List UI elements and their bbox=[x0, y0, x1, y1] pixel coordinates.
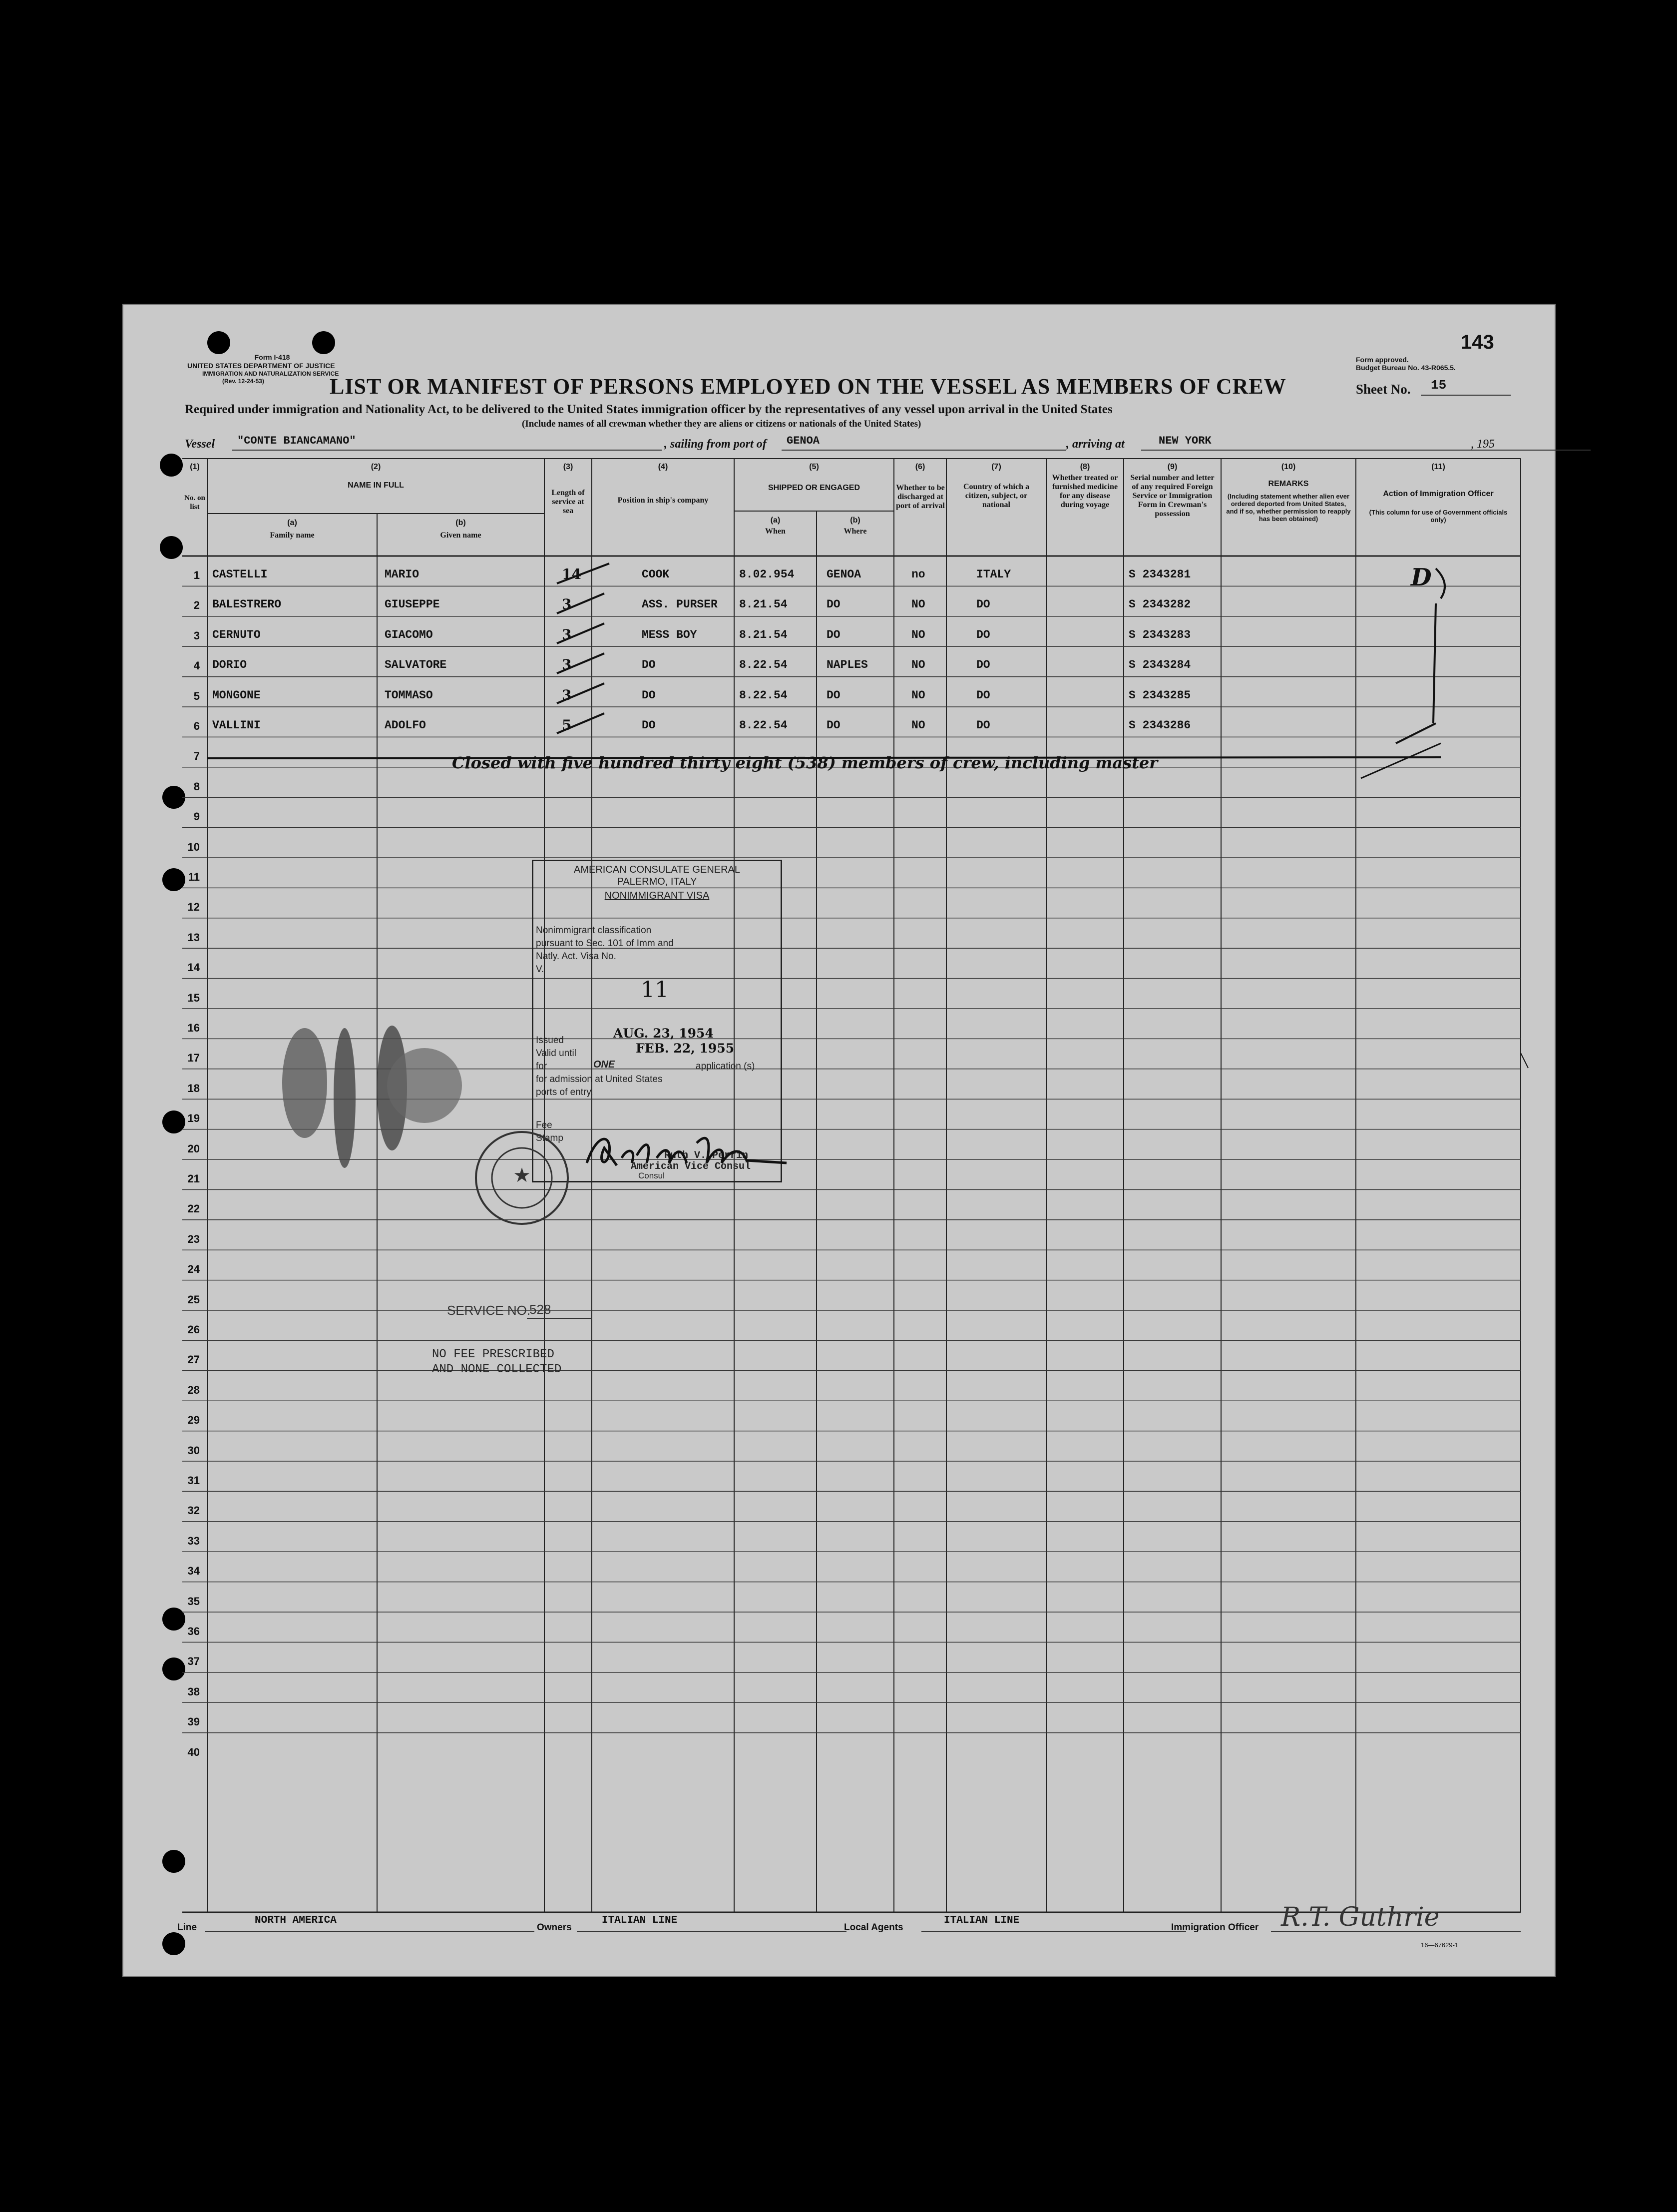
col2-label: NAME IN FULL bbox=[348, 481, 404, 490]
row-number: 37 bbox=[187, 1655, 200, 1668]
cell-family: BALESTRERO bbox=[212, 598, 282, 611]
required-line: Required under immigration and Nationality Act, to be delivered to the United States immigration officer by the representatives of any vessel upon arrival in the United States bbox=[185, 403, 1113, 416]
cell-service: 3 bbox=[562, 656, 572, 673]
row-number: 14 bbox=[187, 961, 200, 974]
row-number: 28 bbox=[187, 1383, 200, 1396]
cell-where: DO bbox=[827, 628, 840, 641]
col11-note: (This column for use of Government officials only) bbox=[1369, 509, 1508, 524]
cell-when: 8.02.954 bbox=[739, 568, 795, 581]
service-no-value: 528 bbox=[529, 1302, 551, 1317]
col10-num: (10) bbox=[1281, 463, 1296, 471]
row-number: 1 bbox=[193, 569, 200, 581]
row-number: 34 bbox=[187, 1565, 200, 1578]
col1-num: (1) bbox=[190, 463, 200, 471]
cell-where: DO bbox=[827, 719, 840, 732]
stamp-issued-label: Issued bbox=[536, 1035, 564, 1046]
row-number: 24 bbox=[187, 1263, 200, 1276]
col4-label: Position in ship's company bbox=[617, 496, 709, 505]
cell-country: DO bbox=[976, 598, 990, 611]
row-number: 19 bbox=[187, 1112, 200, 1125]
col6-num: (6) bbox=[915, 463, 925, 471]
stamp-line2: PALERMO, ITALY bbox=[617, 876, 697, 887]
col5-label: SHIPPED OR ENGAGED bbox=[768, 484, 860, 492]
row-number: 5 bbox=[193, 689, 200, 702]
svg-text:★: ★ bbox=[513, 1164, 531, 1187]
cell-serial: S 2343281 bbox=[1129, 568, 1191, 581]
stamp-classification: Nonimmigrant classification bbox=[536, 925, 652, 936]
cell-serial: S 2343284 bbox=[1129, 658, 1191, 672]
page-title: LIST OR MANIFEST OF PERSONS EMPLOYED ON THE VESSEL AS MEMBERS OF CREW bbox=[330, 374, 1286, 399]
col3-num: (3) bbox=[563, 463, 573, 471]
stamp-application: application (s) bbox=[696, 1061, 755, 1072]
cell-serial: S 2343285 bbox=[1129, 688, 1191, 702]
embossed-seal bbox=[282, 1023, 462, 1198]
sheet-label: Sheet No. bbox=[1356, 382, 1411, 397]
include-note: (Include names of all crewman whether they are aliens or citizens or nationals of the United States) bbox=[522, 419, 921, 429]
cell-discharged: NO bbox=[911, 688, 925, 702]
col4-num: (4) bbox=[658, 463, 668, 471]
fee-note-2: AND NONE COLLECTED bbox=[432, 1363, 562, 1376]
col8-num: (8) bbox=[1080, 463, 1090, 471]
row-number: 18 bbox=[187, 1082, 200, 1095]
cell-serial: S 2343283 bbox=[1129, 628, 1191, 641]
cell-family: DORIO bbox=[212, 658, 247, 672]
col10-label: REMARKS bbox=[1268, 480, 1309, 488]
row-number: 21 bbox=[187, 1172, 200, 1185]
cell-when: 8.22.54 bbox=[739, 688, 788, 702]
cell-service: 3 bbox=[562, 626, 572, 643]
col8-label: Whether treated or furnished medicine for any disease during voyage bbox=[1052, 474, 1118, 509]
col5a-num: (a) bbox=[770, 516, 781, 525]
stamp-valid-date: FEB. 22, 1955 bbox=[636, 1041, 735, 1056]
cell-position: DO bbox=[642, 719, 656, 732]
footer-owners-label: Owners bbox=[537, 1922, 572, 1933]
footer-owners-value: ITALIAN LINE bbox=[602, 1915, 678, 1926]
footer-agents-label: Local Agents bbox=[844, 1922, 903, 1933]
department: UNITED STATES DEPARTMENT OF JUSTICE bbox=[187, 362, 335, 370]
service-no-label: SERVICE NO. bbox=[447, 1303, 531, 1318]
cell-where: DO bbox=[827, 598, 840, 611]
cell-position: ASS. PURSER bbox=[642, 598, 718, 611]
cell-discharged: NO bbox=[911, 719, 925, 732]
cell-country: DO bbox=[976, 688, 990, 702]
footer-officer-underline bbox=[1271, 1931, 1521, 1932]
cell-when: 8.22.54 bbox=[739, 719, 788, 732]
cell-where: DO bbox=[827, 688, 840, 702]
cell-when: 8.21.54 bbox=[739, 598, 788, 611]
cell-family: CERNUTO bbox=[212, 628, 261, 641]
cell-given: MARIO bbox=[385, 568, 419, 581]
sailing-port: GENOA bbox=[787, 435, 820, 447]
stamp-number-mark: 11 bbox=[641, 977, 669, 1003]
cell-service: 3 bbox=[562, 686, 572, 703]
sailing-label: , sailing from port of bbox=[664, 438, 767, 451]
cell-family: VALLINI bbox=[212, 719, 261, 732]
arriving-port: NEW YORK bbox=[1159, 435, 1212, 447]
stamp-visa-no: Natly. Act. Visa No. bbox=[536, 951, 616, 962]
col5b-label: Where bbox=[843, 527, 867, 536]
stamp-valid-label: Valid until bbox=[536, 1048, 576, 1059]
stamp-consul-title: American Vice Consul bbox=[631, 1161, 751, 1172]
col9-label: Serial number and letter of any required Foreign Service or Immigration Form in Crewman's possession bbox=[1130, 474, 1215, 518]
date-suffix: , 195 bbox=[1471, 438, 1495, 451]
cell-serial: S 2343282 bbox=[1129, 598, 1191, 611]
stamp-ports: ports of entry. bbox=[536, 1087, 593, 1098]
stamp-consul-name: Ruth V. Perrin bbox=[664, 1150, 749, 1161]
stamp-issued-date: AUG. 23, 1954 bbox=[613, 1026, 714, 1041]
col7-label: Country of which a citizen, subject, or national bbox=[963, 483, 1029, 509]
sheet-value: 15 bbox=[1431, 378, 1447, 393]
consulate-seal bbox=[472, 1128, 572, 1228]
row-number: 26 bbox=[187, 1323, 200, 1336]
col1-label: No. on list bbox=[184, 494, 205, 511]
cell-service: 5 bbox=[562, 717, 572, 733]
row-number: 6 bbox=[193, 720, 200, 732]
row-number: 30 bbox=[187, 1444, 200, 1457]
row-number: 15 bbox=[187, 991, 200, 1004]
footer-owners-underline bbox=[577, 1931, 846, 1932]
cell-discharged: NO bbox=[911, 598, 925, 611]
col2b-num: (b) bbox=[455, 519, 466, 527]
row-number: 8 bbox=[193, 780, 200, 793]
row-number: 27 bbox=[187, 1353, 200, 1366]
cell-position: DO bbox=[642, 658, 656, 672]
cell-given: GIACOMO bbox=[385, 628, 433, 641]
cell-family: CASTELLI bbox=[212, 568, 268, 581]
cell-given: TOMMASO bbox=[385, 688, 433, 702]
vessel-label: Vessel bbox=[185, 438, 215, 451]
page-number: 143 bbox=[1461, 331, 1494, 353]
row-number: 33 bbox=[187, 1534, 200, 1547]
cell-service: 14 bbox=[562, 566, 581, 582]
stamp-line3: NONIMMIGRANT VISA bbox=[604, 890, 710, 901]
cell-serial: S 2343286 bbox=[1129, 719, 1191, 732]
row-number: 10 bbox=[187, 840, 200, 853]
service-name: IMMIGRATION AND NATURALIZATION SERVICE bbox=[202, 370, 339, 377]
footer-agents-value: ITALIAN LINE bbox=[944, 1915, 1020, 1926]
officer-signature: R.T. Guthrie bbox=[1281, 1902, 1440, 1932]
row-number: 17 bbox=[187, 1052, 200, 1065]
row-number: 16 bbox=[187, 1022, 200, 1034]
cell-where: GENOA bbox=[827, 568, 861, 581]
row-number: 9 bbox=[193, 810, 200, 823]
row-number: 7 bbox=[193, 750, 200, 763]
row-number: 11 bbox=[188, 871, 200, 883]
row-number: 25 bbox=[187, 1293, 200, 1306]
footer-line-value: NORTH AMERICA bbox=[255, 1915, 337, 1926]
vessel-name: "CONTE BIANCAMANO" bbox=[237, 435, 356, 447]
row-number: 35 bbox=[187, 1595, 200, 1608]
cell-given: SALVATORE bbox=[385, 658, 447, 672]
cell-position: MESS BOY bbox=[642, 628, 697, 641]
form-id: Form I-418 bbox=[254, 353, 290, 361]
stamp-pursuant: pursuant to Sec. 101 of Imm and bbox=[536, 938, 674, 949]
budget-bureau: Budget Bureau No. 43-R065.5. bbox=[1356, 364, 1456, 372]
col5a-label: When bbox=[765, 527, 786, 536]
form-approved: Form approved. bbox=[1356, 356, 1409, 364]
row-number: 20 bbox=[187, 1142, 200, 1155]
col3-label: Length of service at sea bbox=[551, 489, 585, 515]
stamp-line1: AMERICAN CONSULATE GENERAL bbox=[573, 864, 741, 875]
cell-given: GIUSEPPE bbox=[385, 598, 440, 611]
cell-country: DO bbox=[976, 628, 990, 641]
row-number: 12 bbox=[187, 901, 200, 914]
col7-num: (7) bbox=[991, 463, 1001, 471]
col2b-label: Given name bbox=[440, 531, 481, 540]
footer-agents-underline bbox=[921, 1931, 1186, 1932]
cell-discharged: NO bbox=[911, 628, 925, 641]
stamp-admission: for admission at United States bbox=[536, 1074, 663, 1085]
cell-country: DO bbox=[976, 719, 990, 732]
service-no-underline bbox=[527, 1318, 592, 1319]
cell-when: 8.22.54 bbox=[739, 658, 788, 672]
row-number: 22 bbox=[187, 1202, 200, 1215]
row-number: 36 bbox=[187, 1625, 200, 1638]
row-number: 3 bbox=[193, 629, 200, 642]
manifest-sheet bbox=[122, 304, 1556, 1977]
closing-note: Closed with five hundred thirty eight (538) members of crew, including master bbox=[452, 753, 1158, 772]
cell-discharged: NO bbox=[911, 658, 925, 672]
row-number: 29 bbox=[187, 1414, 200, 1427]
col2a-label: Family name bbox=[270, 531, 315, 540]
row-number: 39 bbox=[187, 1715, 200, 1728]
cell-country: ITALY bbox=[976, 568, 1011, 581]
cell-position: COOK bbox=[642, 568, 670, 581]
stamp-v: V. bbox=[536, 964, 544, 975]
row-number: 32 bbox=[187, 1504, 200, 1517]
col6-label: Whether to be discharged at port of arrival bbox=[896, 484, 945, 510]
stamp-fee: Fee bbox=[536, 1120, 552, 1130]
col9-num: (9) bbox=[1167, 463, 1178, 471]
row-number: 13 bbox=[187, 931, 200, 944]
footer-officer-label: Immigration Officer bbox=[1171, 1922, 1259, 1933]
stamp-stamp-word: Stamp bbox=[536, 1133, 563, 1143]
stamp-for-value: ONE bbox=[593, 1059, 615, 1070]
col10-note: (Including statement whether alien ever ordered deported from United States, and if so, whether permission to reapply has been obtained) bbox=[1226, 493, 1351, 523]
cell-family: MONGONE bbox=[212, 688, 261, 702]
consul-signature bbox=[582, 1128, 792, 1183]
cell-position: DO bbox=[642, 688, 656, 702]
arriving-label: , arriving at bbox=[1066, 438, 1125, 451]
row-number: 23 bbox=[187, 1232, 200, 1245]
cell-where: NAPLES bbox=[827, 658, 868, 672]
row-number: 31 bbox=[187, 1474, 200, 1487]
stamp-for-label: for bbox=[536, 1061, 547, 1072]
col11-label: Action of Immigration Officer bbox=[1383, 490, 1494, 498]
cell-country: DO bbox=[976, 658, 990, 672]
col2a-num: (a) bbox=[287, 519, 297, 527]
col5b-num: (b) bbox=[850, 516, 860, 525]
cell-when: 8.21.54 bbox=[739, 628, 788, 641]
footer-line-label: Line bbox=[177, 1922, 197, 1933]
print-code: 16—67629-1 bbox=[1421, 1941, 1459, 1949]
col5-num: (5) bbox=[809, 463, 819, 471]
col2-num: (2) bbox=[371, 463, 381, 471]
cell-service: 3 bbox=[562, 596, 572, 613]
row-number: 40 bbox=[187, 1745, 200, 1758]
row-number: 38 bbox=[187, 1685, 200, 1698]
cell-discharged: no bbox=[911, 568, 925, 581]
cell-given: ADOLFO bbox=[385, 719, 426, 732]
row-number: 4 bbox=[193, 659, 200, 672]
footer-line-underline bbox=[205, 1931, 534, 1932]
revision: (Rev. 12-24-53) bbox=[222, 378, 264, 385]
col11-num: (11) bbox=[1431, 463, 1445, 471]
action-mark: D bbox=[1411, 563, 1432, 591]
row-number: 2 bbox=[193, 599, 200, 612]
fee-note-1: NO FEE PRESCRIBED bbox=[432, 1348, 554, 1361]
stamp-consul-word: Consul bbox=[638, 1171, 665, 1180]
